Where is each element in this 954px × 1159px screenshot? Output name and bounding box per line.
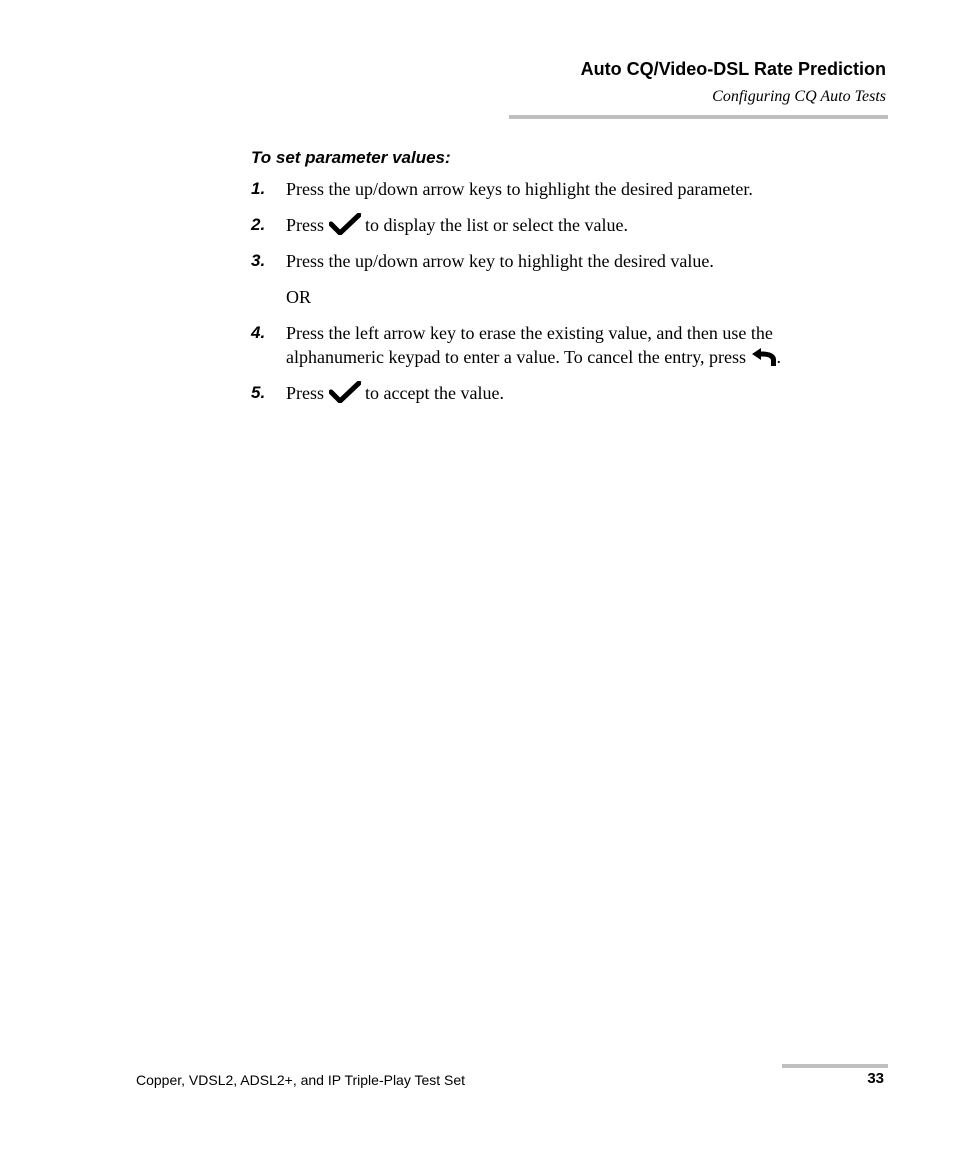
step-4 (251, 321, 891, 369)
procedure (251, 147, 891, 417)
step-text-line1: Press the left arrow key to erase the existing value, and then use the (286, 323, 773, 343)
step-number: 1. (251, 179, 266, 198)
step-text: Press the up/down arrow key to highlight the desired value. (286, 251, 714, 271)
step-number: 3. (251, 251, 266, 270)
step-1 (251, 177, 891, 201)
step-number: 4. (251, 323, 266, 342)
step-text-before: Press (286, 215, 325, 235)
step-number: 2. (251, 215, 266, 234)
step-5 (251, 381, 891, 405)
step-number: 5. (251, 383, 266, 402)
step-text-after: . (776, 347, 782, 367)
chapter-title: Auto CQ/Video-DSL Rate Prediction (580, 59, 886, 79)
footer-product-name: Copper, VDSL2, ADSL2+, and IP Triple-Play Test Set (136, 1072, 466, 1088)
step-text-before: Press (286, 383, 325, 403)
step-text-after: to display the list or select the value. (365, 215, 628, 235)
return-arrow-icon (751, 347, 777, 367)
header-rule (509, 115, 888, 119)
running-header (581, 58, 886, 107)
checkmark-icon (329, 381, 361, 403)
step-2 (251, 213, 891, 237)
checkmark-icon (329, 213, 361, 235)
footer-rule (782, 1064, 888, 1068)
step-text-line2: alphanumeric keypad to enter a value. To cancel the entry, press (286, 347, 747, 367)
step-3 (251, 249, 891, 273)
step-text: Press the up/down arrow keys to highlight the desired parameter. (286, 179, 753, 199)
step-text-after: to accept the value. (365, 383, 504, 403)
page-number: 33 (867, 1070, 884, 1087)
or-separator: OR (286, 287, 312, 307)
procedure-title: To set parameter values: (251, 148, 451, 167)
section-subtitle: Configuring CQ Auto Tests (712, 88, 886, 105)
